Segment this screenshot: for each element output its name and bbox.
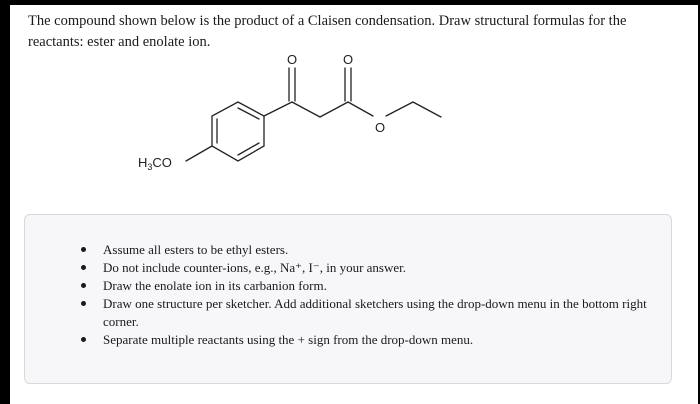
instruction-item: Assume all esters to be ethyl esters. xyxy=(103,241,671,259)
instruction-item: Separate multiple reactants using the + sign from the drop-down menu. xyxy=(103,331,671,349)
instruction-item: Draw the enolate ion in its carbanion form. xyxy=(103,277,671,295)
ester-carbonyl-oxygen-label: O xyxy=(342,52,354,67)
aromatic-bond-2 xyxy=(238,143,259,155)
question-page xyxy=(10,5,698,404)
benzene-ring xyxy=(212,102,264,161)
methoxy-group-label xyxy=(138,155,172,172)
oxygen-to-ethyl-bond xyxy=(386,102,413,116)
carbonyl-to-ch2-bond xyxy=(292,102,320,117)
instructions-list xyxy=(25,215,671,349)
ethyl-bond xyxy=(413,102,441,117)
aromatic-bond-1 xyxy=(238,108,259,119)
ester-carbon-to-oxygen-bond xyxy=(348,102,373,116)
ester-oxygen-label: O xyxy=(374,120,386,135)
ring-to-methoxy-bond xyxy=(186,146,212,161)
ketone-oxygen-label: O xyxy=(286,52,298,67)
molecule-structure xyxy=(10,5,698,215)
instruction-item: Do not include counter-ions, e.g., Na⁺, I⁻, in your answer. xyxy=(103,259,671,277)
ring-to-carbonyl-bond xyxy=(264,102,292,116)
methoxy-co: CO xyxy=(152,155,172,170)
instructions-box xyxy=(24,214,672,384)
methoxy-subscript: 3 xyxy=(147,162,153,172)
instruction-item: Draw one structure per sketcher. Add additional sketchers using the drop-down menu in the bottom right corner. xyxy=(103,295,671,331)
question-text: The compound shown below is the product of a Claisen condensation. Draw structural formulas for the reactants: ester and enolate ion. xyxy=(28,13,627,50)
methoxy-h: H xyxy=(138,155,148,170)
ch2-to-ester-carbon-bond xyxy=(320,102,348,117)
